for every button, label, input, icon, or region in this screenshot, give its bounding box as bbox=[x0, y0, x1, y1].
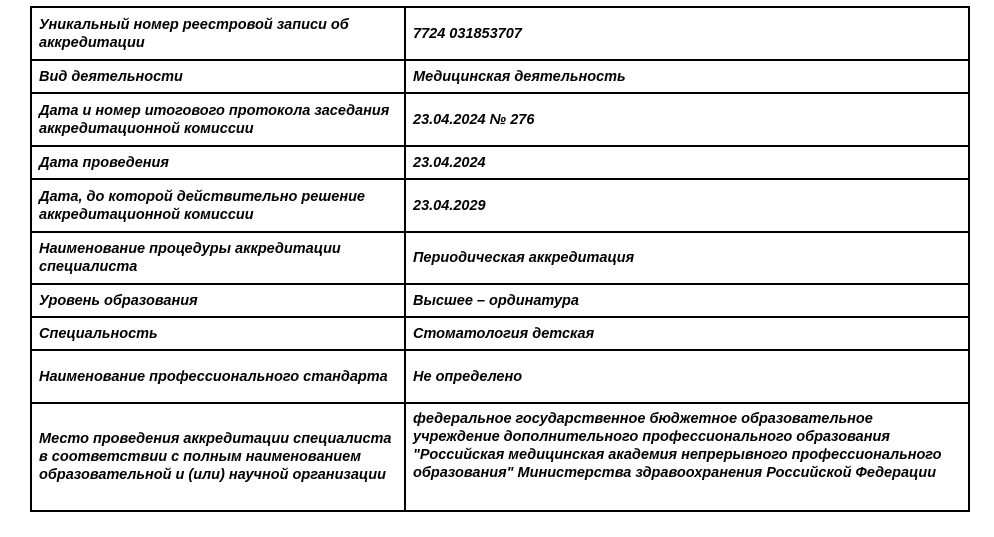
row-label: Дата и номер итогового протокола заседания аккредитационной комиссии bbox=[31, 93, 405, 146]
row-label: Дата, до которой действительно решение аккредитационной комиссии bbox=[31, 179, 405, 232]
table-row bbox=[31, 7, 969, 60]
row-value: 7724 031853707 bbox=[405, 7, 969, 60]
row-value: 23.04.2024 bbox=[405, 146, 969, 179]
table-row bbox=[31, 284, 969, 317]
table-row bbox=[31, 403, 969, 511]
row-label: Специальность bbox=[31, 317, 405, 350]
row-label: Наименование профессионального стандарта bbox=[31, 350, 405, 403]
row-label: Уровень образования bbox=[31, 284, 405, 317]
accreditation-record-table bbox=[30, 6, 970, 512]
table-row bbox=[31, 60, 969, 93]
row-value: 23.04.2029 bbox=[405, 179, 969, 232]
row-value: 23.04.2024 № 276 bbox=[405, 93, 969, 146]
table-row bbox=[31, 179, 969, 232]
table-row bbox=[31, 232, 969, 284]
row-value: Медицинская деятельность bbox=[405, 60, 969, 93]
table-row bbox=[31, 146, 969, 179]
row-label: Место проведения аккредитации специалиста в соответствии с полным наименованием образовательной и (или) научной организации bbox=[31, 403, 405, 511]
table-row bbox=[31, 93, 969, 146]
table-row bbox=[31, 350, 969, 403]
row-label: Вид деятельности bbox=[31, 60, 405, 93]
row-value: Периодическая аккредитация bbox=[405, 232, 969, 284]
row-value: Не определено bbox=[405, 350, 969, 403]
row-value: Стоматология детская bbox=[405, 317, 969, 350]
row-label: Уникальный номер реестровой записи об аккредитации bbox=[31, 7, 405, 60]
row-value: федеральное государственное бюджетное образовательное учреждение дополнительного профессионального образования "Российская медицинская академия непрерывного профессионального образования" Министерства здравоохранения Российской Федерации bbox=[405, 403, 969, 511]
row-label: Дата проведения bbox=[31, 146, 405, 179]
table-row bbox=[31, 317, 969, 350]
row-value: Высшее – ординатура bbox=[405, 284, 969, 317]
row-label: Наименование процедуры аккредитации специалиста bbox=[31, 232, 405, 284]
